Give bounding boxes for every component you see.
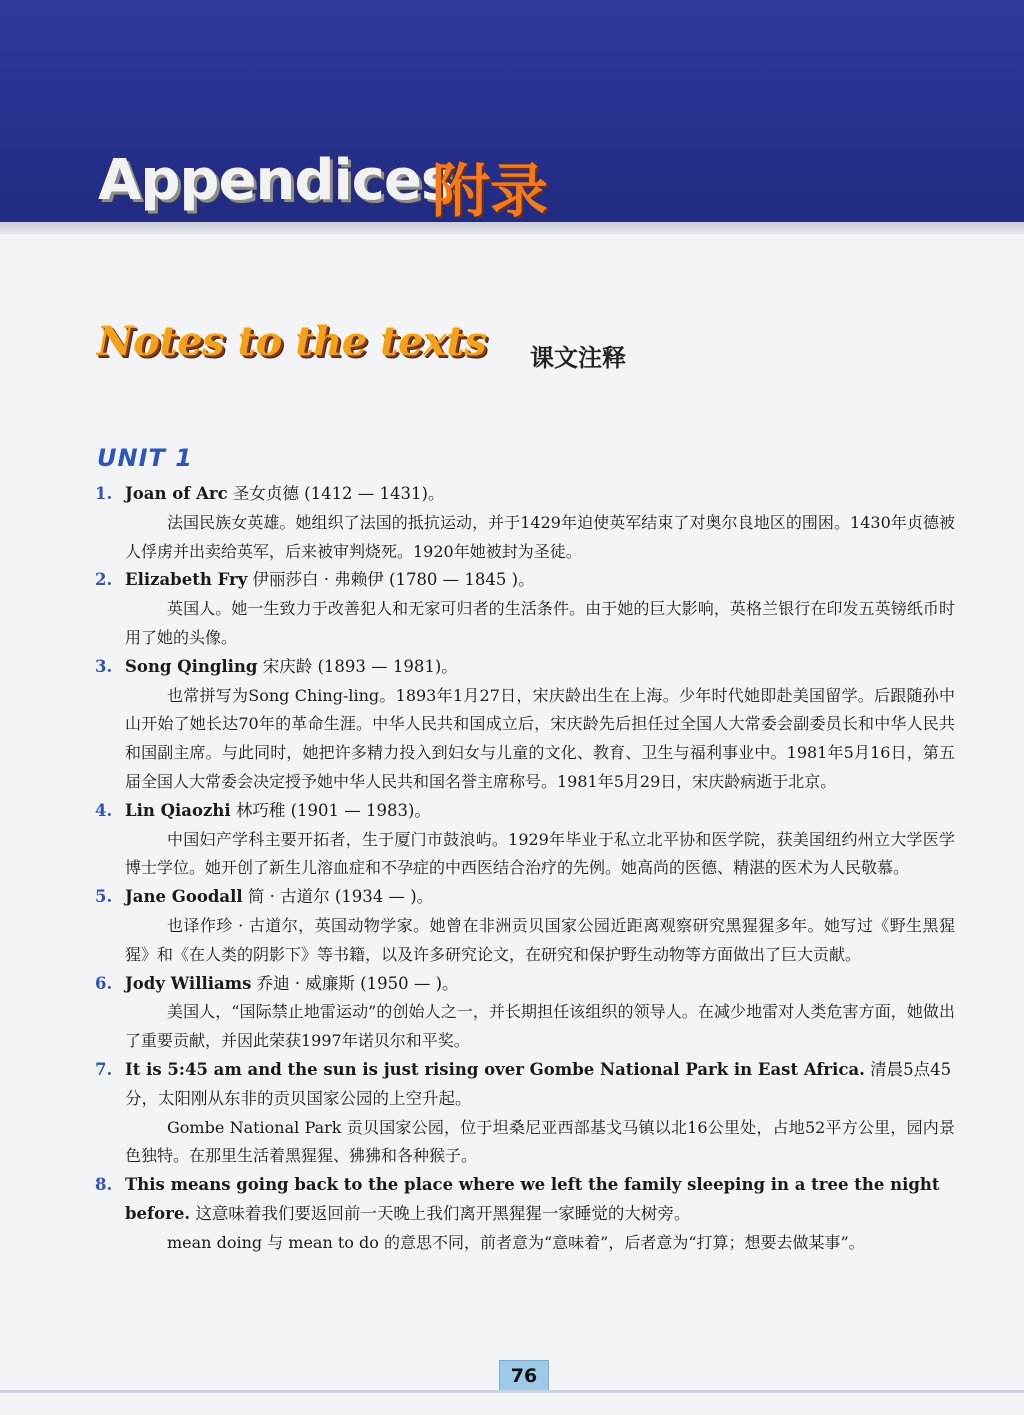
note-number: 2.: [95, 570, 113, 590]
note-item: [95, 883, 955, 969]
unit-heading: UNIT 1: [97, 444, 193, 472]
note-number: 5.: [95, 887, 113, 907]
note-body: mean doing 与 mean to do 的意思不同，前者意为“意味着”，后者意为“打算；想要去做某事”。: [167, 1232, 865, 1252]
note-heading: [95, 653, 955, 682]
note-term: Song Qingling: [125, 656, 258, 676]
appendices-title-chinese: 附录: [432, 157, 549, 225]
note-term: This means going back to the place where we left the family sleeping in a tree the night before.: [125, 1175, 940, 1223]
note-item: [95, 566, 955, 652]
page-footer-line: [0, 1390, 1024, 1393]
note-heading: [95, 970, 955, 999]
note-item: [95, 480, 955, 566]
section-title-chinese: 课文注释: [530, 344, 626, 372]
note-gloss: 乔迪 · 威廉斯 (1950 — )。: [251, 973, 459, 993]
note-term: Joan of Arc: [125, 484, 228, 503]
note-term: It is 5:45 am and the sun is just rising over Gombe National Park in East Africa.: [125, 1059, 865, 1079]
note-body: 也译作珍 · 古道尔，英国动物学家。她曾在非洲贡贝国家公园近距离观察研究黑猩猩多年。她写过《野生黑猩猩》和《在人类的阴影下》等书籍，以及许多研究论文，在研究和保护野生动物等方面做出了巨大贡献。: [125, 915, 955, 964]
note-gloss: 圣女贞德 (1412 — 1431)。: [227, 484, 445, 503]
note-gloss: 这意味着我们要返回前一天晚上我们离开黑猩猩一家睡觉的大树旁。: [190, 1203, 691, 1223]
note-body: 中国妇产学科主要开拓者，生于厦门市鼓浪屿。1929年毕业于私立北平协和医学院，获美国纽约州立大学医学博士学位。她开创了新生儿溶血症和不孕症的中西医结合治疗的先例。她高尚的医德、精湛的医术为人民敬慕。: [125, 829, 955, 878]
note-body: 美国人，“国际禁止地雷运动”的创始人之一，并长期担任该组织的领导人。在减少地雷对人类危害方面，她做出了重要贡献，并因此荣获1997年诺贝尔和平奖。: [125, 1002, 955, 1051]
note-item: [95, 1171, 955, 1257]
note-item: [95, 1056, 955, 1171]
note-gloss: 林巧稚 (1901 — 1983)。: [230, 800, 431, 820]
note-gloss: 清晨5点45分，太阳刚从东非的贡贝国家公园的上空升起。: [125, 1059, 952, 1108]
note-gloss: 宋庆龄 (1893 — 1981)。: [257, 656, 458, 676]
appendices-title: Appendices: [98, 148, 454, 213]
note-heading: [95, 1056, 955, 1114]
note-number: 1.: [95, 484, 113, 503]
note-heading: [95, 480, 955, 509]
note-number: 8.: [95, 1175, 113, 1195]
note-heading: [95, 797, 955, 826]
note-number: 3.: [95, 656, 113, 676]
note-number: 6.: [95, 973, 113, 993]
note-item: [95, 797, 955, 883]
note-term: Jody Williams: [125, 973, 252, 993]
note-body: Gombe National Park 贡贝国家公园，位于坦桑尼亚西部基戈马镇以北16公里处，占地52平方公里，园内景色独特。在那里生活着黑猩猩、狒狒和各种猴子。: [125, 1117, 955, 1166]
section-title: Notes to the texts: [97, 318, 487, 365]
note-gloss: 伊丽莎白 · 弗赖伊 (1780 — 1845 )。: [247, 570, 535, 590]
note-heading: [95, 883, 955, 912]
note-body: 英国人。她一生致力于改善犯人和无家可归者的生活条件。由于她的巨大影响，英格兰银行在印发五英镑纸币时用了她的头像。: [125, 599, 955, 647]
note-term: Elizabeth Fry: [125, 570, 248, 590]
note-gloss: 简 · 古道尔 (1934 — )。: [242, 887, 434, 907]
page-number: 76: [499, 1360, 549, 1392]
note-number: 4.: [95, 800, 113, 820]
note-body: 法国民族女英雄。她组织了法国的抵抗运动，并于1429年迫使英军结束了对奥尔良地区的围困。1430年贞德被人俘虏并出卖给英军，后来被审判烧死。1920年她被封为圣徒。: [125, 512, 955, 561]
note-item: [95, 653, 955, 797]
note-heading: [95, 566, 955, 595]
note-term: Jane Goodall: [125, 887, 243, 907]
notes-list: [95, 480, 955, 1258]
note-body: 也常拼写为Song Ching-ling。1893年1月27日，宋庆龄出生在上海。少年时代她即赴美国留学。后跟随孙中山开始了她长达70年的革命生涯。中华人民共和国成立后，宋庆龄先后担任过全国人大常委会副委员长和中华人民共和国副主席。与此同时，她把许多精力投入到妇女与儿童的文化、教育、卫生与福利事业中。1981年5月16日，第五届全国人大常委会决定授予她中华人民共和国名誉主席称号。1981年5月29日，宋庆龄病逝于北京。: [125, 685, 955, 791]
note-item: [95, 970, 955, 1056]
note-number: 7.: [95, 1059, 113, 1079]
note-term: Lin Qiaozhi: [125, 800, 231, 820]
note-heading: [95, 1171, 955, 1229]
